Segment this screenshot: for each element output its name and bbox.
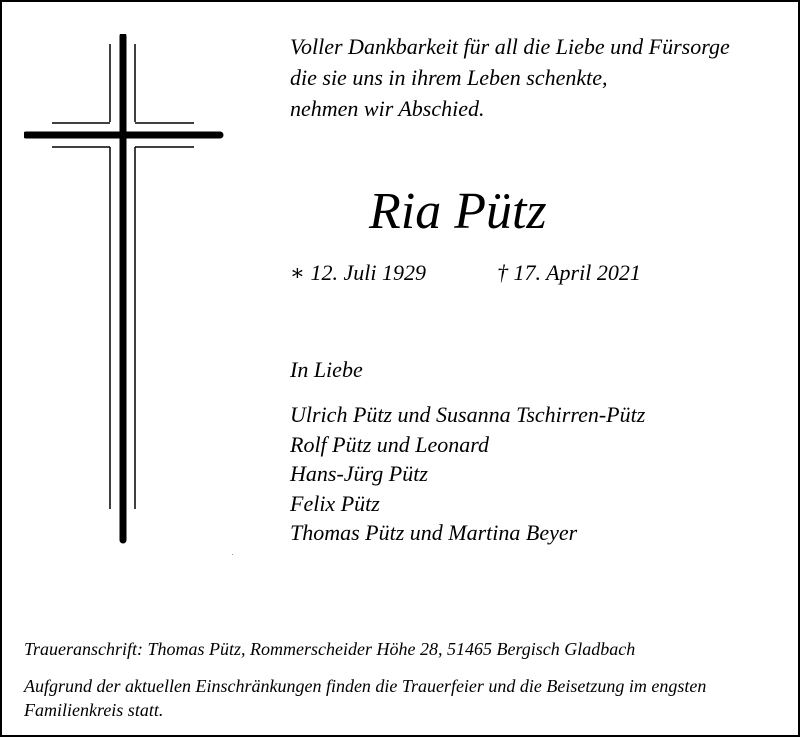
family-member: Rolf Pütz und Leonard bbox=[290, 431, 490, 457]
intro-line: die sie uns in ihrem Leben schenkte, bbox=[290, 65, 608, 90]
note-line: Aufgrund der aktuellen Einschränkungen finden die Trauerfeier und die Beisetzung im engsten bbox=[24, 676, 707, 696]
family-member: Ulrich Pütz und Susanna Tschirren-Pütz bbox=[290, 402, 646, 427]
intro-line: Voller Dankbarkeit für all die Liebe und Fürsorge bbox=[290, 34, 730, 59]
family-member: Thomas Pütz und Martina Beyer bbox=[290, 520, 578, 545]
ceremony-note bbox=[24, 674, 784, 722]
print-speck bbox=[232, 554, 233, 555]
family-member: Hans-Jürg Pütz bbox=[290, 461, 428, 486]
intro-line: nehmen wir Abschied. bbox=[290, 96, 485, 121]
death-date: † 17. April 2021 bbox=[497, 260, 641, 285]
note-line: Familienkreis statt. bbox=[24, 700, 164, 720]
deceased-name: Ria Pütz bbox=[369, 183, 547, 240]
greeting: In Liebe bbox=[290, 357, 363, 382]
family-member: Felix Pütz bbox=[290, 490, 380, 516]
cross-icon bbox=[24, 34, 224, 544]
family-list bbox=[290, 400, 645, 548]
mourning-address: Traueranschrift: Thomas Pütz, Rommerscheider Höhe 28, 51465 Bergisch Gladbach bbox=[24, 639, 636, 659]
intro-text bbox=[290, 31, 760, 124]
birth-date: ∗ 12. Juli 1929 bbox=[290, 260, 426, 285]
